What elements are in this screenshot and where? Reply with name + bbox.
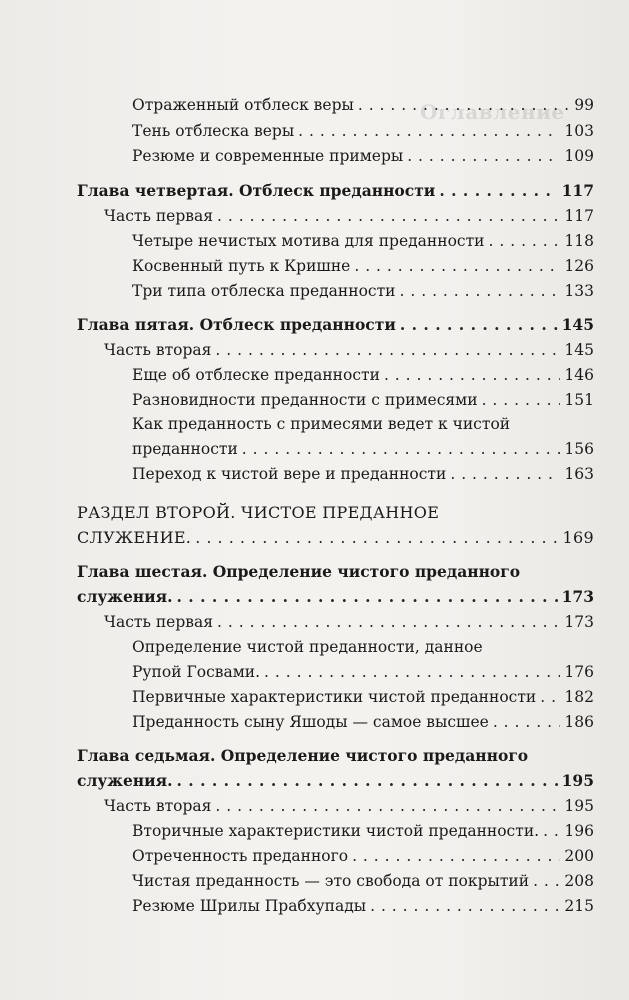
toc-entry[interactable]: Отраженный отблеск веры . . . 99 (132, 95, 594, 115)
leader-dots (407, 146, 560, 166)
leader-dots (489, 231, 561, 251)
toc-entry[interactable]: Рупой Госвами. . . . 176 (132, 662, 594, 682)
toc-entry[interactable]: Резюме Шрилы Прабхупады . . . 215 (132, 896, 594, 916)
toc-chapter-line1[interactable]: Глава седьмая. Определение чистого преданного (77, 746, 529, 765)
toc-part[interactable]: Часть первая . . . 173 (104, 612, 594, 632)
leader-dots (354, 256, 560, 276)
leader-dots (215, 340, 560, 360)
leader-dots (384, 365, 560, 385)
toc-entry[interactable]: Тень отблеска веры . . . 103 (132, 121, 594, 141)
toc-chapter[interactable]: Глава четвертая. Отблеск преданности . . . 117 (77, 181, 594, 201)
leader-dots (400, 281, 561, 301)
leader-dots (482, 390, 561, 410)
leader-dots (439, 181, 557, 201)
leader-dots (358, 95, 570, 115)
toc-entry-line1[interactable]: Определение чистой преданности, данное (132, 638, 483, 656)
leader-dots (242, 439, 561, 459)
leader-dots (533, 871, 560, 891)
toc-entry[interactable]: преданности . . . 156 (132, 439, 594, 459)
leader-dots (217, 206, 560, 226)
leader-dots (543, 821, 560, 841)
toc-entry[interactable]: Чистая преданность — это свобода от покрытий . . . 208 (132, 871, 594, 891)
toc-entry[interactable]: Разновидности преданности с примесями . . . 151 (132, 390, 594, 410)
toc-entry[interactable]: Преданность сыну Яшоды — самое высшее . . . 186 (132, 712, 594, 732)
leader-dots (493, 712, 561, 732)
leader-dots (400, 315, 558, 335)
toc-entry[interactable]: Вторичные характеристики чистой преданности. . . . 196 (132, 821, 594, 841)
toc-chapter[interactable]: Глава пятая. Отблеск преданности . . . 145 (77, 315, 594, 335)
toc-entry[interactable]: Четыре нечистых мотива для преданности . . . 118 (132, 231, 594, 251)
leader-dots (450, 464, 560, 484)
toc-entry[interactable]: Отреченность преданного . . . 200 (132, 846, 594, 866)
leader-dots (298, 121, 560, 141)
leader-dots (215, 796, 560, 816)
leader-dots (195, 528, 558, 548)
leader-dots (217, 612, 560, 632)
leader-dots (177, 587, 558, 607)
leader-dots (352, 846, 560, 866)
toc-entry[interactable]: Резюме и современные примеры . . . 109 (132, 146, 594, 166)
toc-entry[interactable]: Косвенный путь к Кришне . . . 126 (132, 256, 594, 276)
toc-chapter-line1[interactable]: Глава шестая. Определение чистого преданного (77, 562, 521, 581)
toc-entry-line1[interactable]: Как преданность с примесями ведет к чистой (132, 415, 511, 433)
toc-part[interactable]: Часть первая . . . 117 (104, 206, 594, 226)
toc-chapter[interactable]: служения. . . . 195 (77, 771, 594, 791)
toc-section[interactable]: СЛУЖЕНИЕ. . . . 169 (77, 528, 594, 548)
toc-chapter[interactable]: служения. . . . 173 (77, 587, 594, 607)
toc-section-line1[interactable]: РАЗДЕЛ ВТОРОЙ. ЧИСТОЕ ПРЕДАННОЕ (77, 503, 440, 522)
toc-entry[interactable]: Еще об отблеске преданности . . . 146 (132, 365, 594, 385)
leader-dots (177, 771, 558, 791)
toc-entry[interactable]: Первичные характеристики чистой преданности . . . 182 (132, 687, 594, 707)
toc-entry[interactable]: Три типа отблеска преданности . . . 133 (132, 281, 594, 301)
toc-part[interactable]: Часть вторая . . . 145 (104, 340, 594, 360)
leader-dots (370, 896, 560, 916)
toc-entry[interactable]: Переход к чистой вере и преданности . . . 163 (132, 464, 594, 484)
toc-part[interactable]: Часть вторая . . . 195 (104, 796, 594, 816)
leader-dots (540, 687, 560, 707)
bleed-through-title: Оглавление (420, 100, 565, 124)
leader-dots (264, 662, 560, 682)
